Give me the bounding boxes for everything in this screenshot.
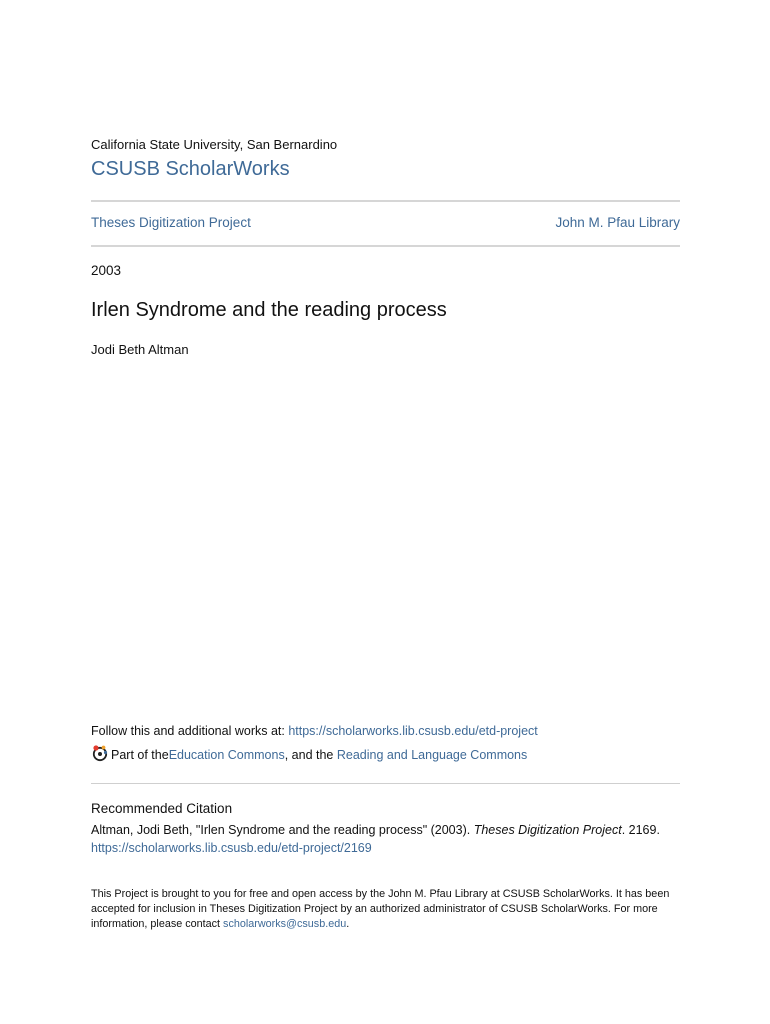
collection-links	[91, 215, 680, 230]
divider-bottom	[91, 783, 680, 784]
notice-text: This Project is brought to you for free and open access by the John M. Pfau Library at CSUSB ScholarWorks. It has been accepted for inclusion in Theses Digitization Project by an authorized administrator of CSUSB ScholarWorks. For more information, please contact	[91, 888, 670, 930]
follow-line	[91, 724, 538, 738]
university-name: California State University, San Bernardino	[91, 137, 338, 152]
document-title: Irlen Syndrome and the reading process	[91, 299, 447, 321]
citation-text	[91, 821, 680, 857]
network-commons-icon	[91, 744, 109, 762]
part-of-middle: , and the	[284, 748, 337, 762]
repository-link[interactable]: CSUSB ScholarWorks	[91, 158, 290, 180]
follow-url-link[interactable]: https://scholarworks.lib.csusb.edu/etd-project	[288, 724, 538, 738]
citation-series: Theses Digitization Project	[473, 823, 622, 837]
citation-body: Altman, Jodi Beth, "Irlen Syndrome and the reading process" (2003).	[91, 823, 474, 837]
document-author: Jodi Beth Altman	[91, 342, 189, 357]
citation-url-link[interactable]: https://scholarworks.lib.csusb.edu/etd-project/2169	[91, 841, 372, 855]
access-notice	[91, 887, 680, 932]
reading-language-commons-link[interactable]: Reading and Language Commons	[336, 748, 528, 762]
part-of-prefix: Part of the	[111, 748, 169, 762]
follow-prefix: Follow this and additional works at:	[91, 724, 289, 738]
citation-heading: Recommended Citation	[91, 801, 233, 816]
divider-top	[91, 200, 680, 202]
divider-middle	[91, 245, 680, 247]
library-link[interactable]: John M. Pfau Library	[555, 215, 680, 230]
contact-email-link[interactable]: scholarworks@csusb.edu	[223, 918, 347, 930]
notice-end: .	[346, 918, 350, 930]
publication-year: 2003	[91, 263, 122, 278]
theses-digitization-link[interactable]: Theses Digitization Project	[91, 215, 251, 230]
part-of-line	[91, 746, 527, 764]
citation-number: . 2169.	[621, 823, 660, 837]
education-commons-link[interactable]: Education Commons	[168, 748, 285, 762]
